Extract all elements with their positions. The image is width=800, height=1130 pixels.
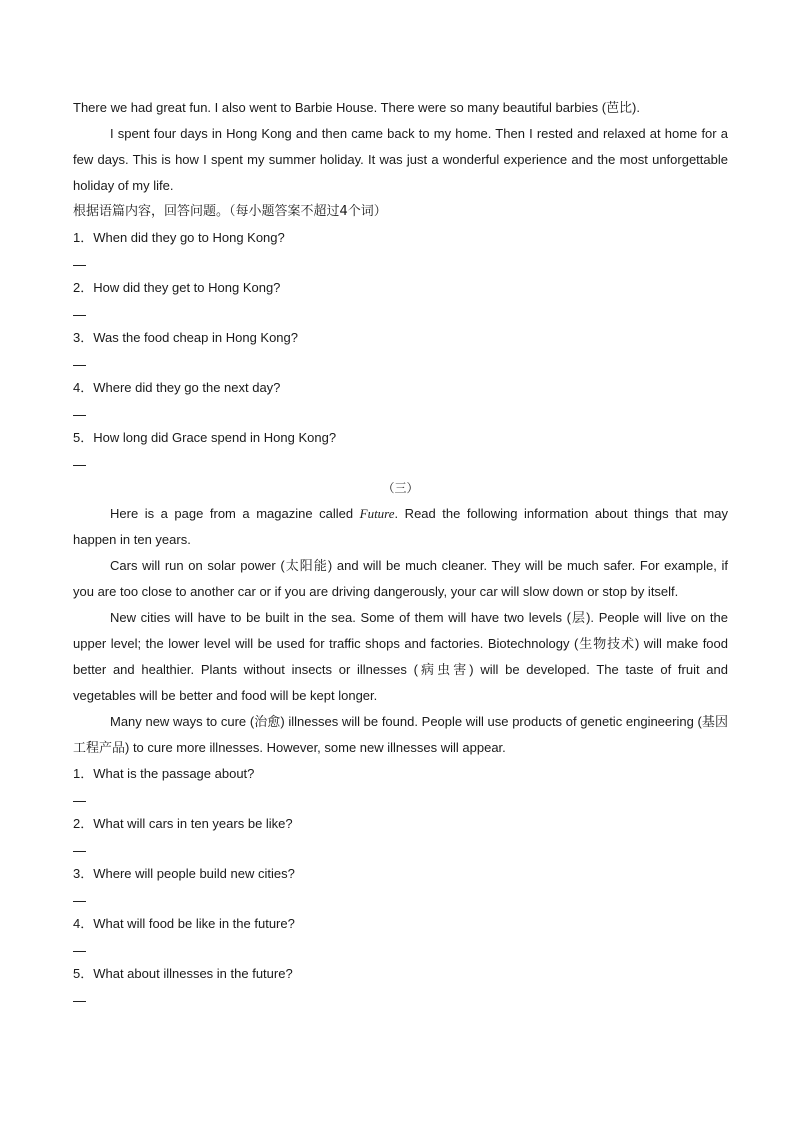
question: 5．What about illnesses in the future? [73,966,293,981]
question-list-1 [73,225,728,475]
question: 2．How did they get to Hong Kong? [73,280,281,295]
answer-blank[interactable] [73,400,728,425]
question-list-2 [73,761,728,1011]
document-page [73,95,728,1011]
intro-text-after: . Read the following information about things that may happen in ten years. [73,506,728,547]
question: 2．What will cars in ten years be like? [73,816,293,831]
paragraph-last: I spent four days in Hong Kong and then came back to my home. Then I rested and relaxed at home for a few days. This is how I spent my summer holiday. It was just a wonderful experience and the most unforgettable holiday of my life. [73,126,728,193]
answer-blank[interactable] [73,936,728,961]
answer-blank[interactable] [73,350,728,375]
answer-blank[interactable] [73,986,728,1011]
question: 1．What is the passage about? [73,766,255,781]
paragraph-cars: Cars will run on solar power (太阳能) and will be much cleaner. They will be much safer. For example, if you are too close to another car or if you are driving dangerously, your car will slow down or stop by itself. [73,558,728,599]
instruction: 根据语篇内容，回答问题。（每小题答案不超过4个词） [73,204,387,219]
intro-paragraph [73,501,728,553]
paragraph-illnesses: Many new ways to cure (治愈) illnesses will be found. People will use products of genetic engineering (基因工程产品) to cure more illnesses. However, some new illnesses will appear. [73,714,728,755]
paragraph-end: There we had great fun. I also went to Barbie House. There were so many beautiful barbies (芭比). [73,100,640,115]
magazine-name: Future [359,506,395,521]
answer-blank[interactable] [73,886,728,911]
question: 3．Where will people build new cities? [73,866,295,881]
intro-text-before: Here is a page from a magazine called [110,506,360,521]
question: 4．Where did they go the next day? [73,380,281,395]
answer-blank[interactable] [73,836,728,861]
paragraph-cities: New cities will have to be built in the sea. Some of them will have two levels (层). People will live on the upper level; the lower level will be used for traffic shops and factories. Biotechnology (生物技术) will make food better and healthier. Plants without insects or illnesses (病虫害) will be developed. The taste of fruit and vegetables will be better and food will be kept longer. [73,610,728,703]
answer-blank[interactable] [73,450,728,475]
answer-blank[interactable] [73,786,728,811]
answer-blank[interactable] [73,250,728,275]
answer-blank[interactable] [73,300,728,325]
question: 1．When did they go to Hong Kong? [73,230,285,245]
question: 4．What will food be like in the future? [73,916,295,931]
section-title: （三） [382,481,419,495]
question: 5．How long did Grace spend in Hong Kong? [73,430,337,445]
question: 3．Was the food cheap in Hong Kong? [73,330,298,345]
